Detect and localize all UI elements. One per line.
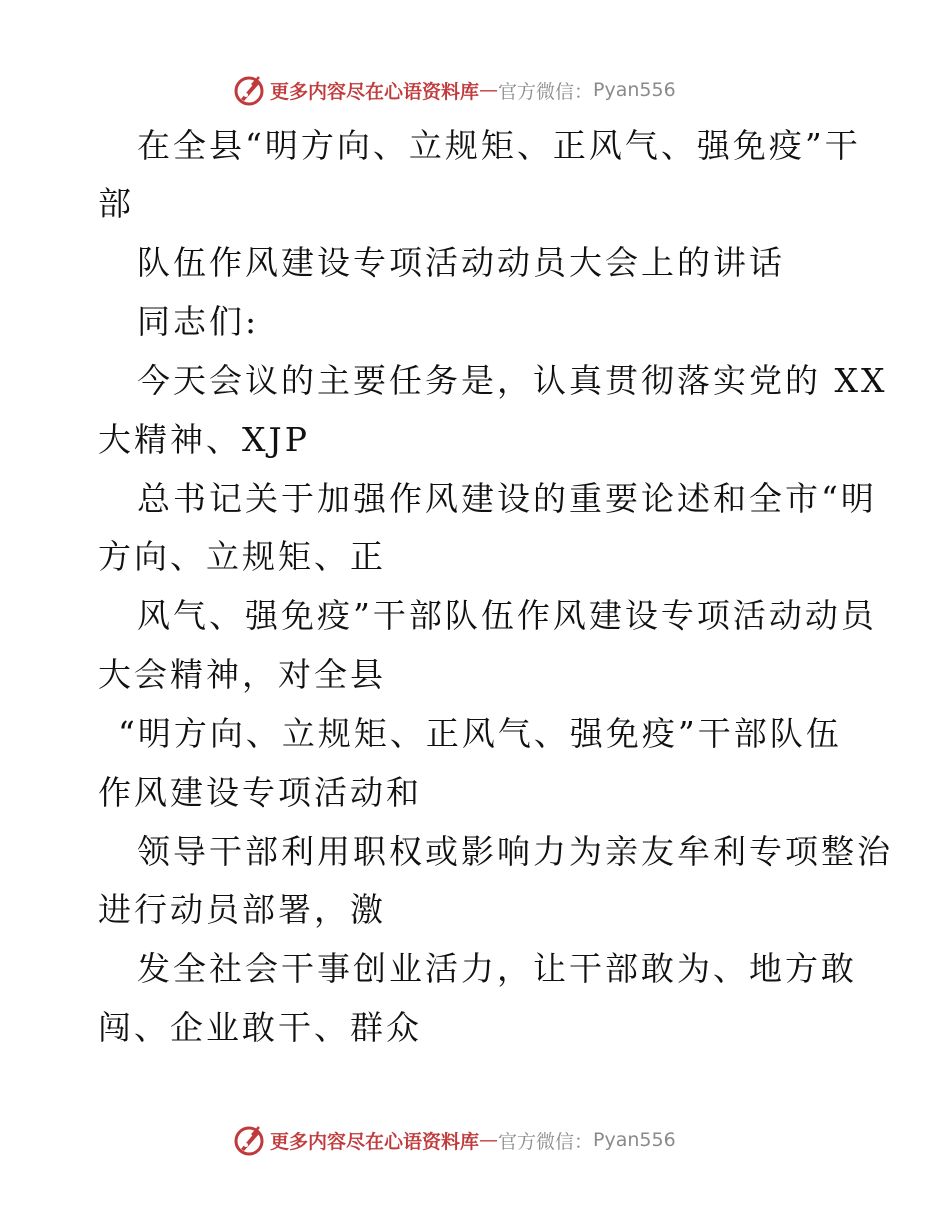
body-line: “明方向、立规矩、正风气、强免疫”干部队伍 bbox=[118, 714, 842, 753]
body-line: 大精神、XJP bbox=[98, 420, 310, 459]
banner-wechat-label: 官方微信： bbox=[498, 1130, 594, 1153]
body-line: 部 bbox=[98, 184, 134, 223]
banner-wechat-id: Pyan556 bbox=[593, 79, 676, 101]
banner-wechat-label: 官方微信： bbox=[498, 80, 594, 103]
body-line: 今天会议的主要任务是，认真贯彻落实党的 XX bbox=[137, 361, 888, 400]
banner-separator: — bbox=[479, 79, 499, 101]
body-line: 方向、立规矩、正 bbox=[98, 537, 386, 576]
body-line: 大会精神，对全县 bbox=[98, 655, 386, 694]
body-line: 领导干部利用职权或影响力为亲友牟利专项整治 bbox=[137, 832, 893, 871]
quill-logo-icon bbox=[232, 1123, 266, 1157]
footer-banner bbox=[232, 1120, 676, 1160]
body-line: 队伍作风建设专项活动动员大会上的讲话 bbox=[137, 243, 785, 282]
banner-separator: — bbox=[479, 1129, 499, 1151]
body-line: 作风建设专项活动和 bbox=[98, 773, 422, 812]
body-line: 发全社会干事创业活力，让干部敢为、地方敢 bbox=[137, 949, 857, 988]
body-line: 总书记关于加强作风建设的重要论述和全市“明 bbox=[137, 479, 877, 518]
body-line: 在全县“明方向、立规矩、正风气、强免疫”干 bbox=[137, 126, 861, 165]
banner-site-name: 更多内容尽在心语资料库 bbox=[270, 1130, 480, 1153]
quill-logo-icon bbox=[232, 73, 266, 107]
banner-site-name: 更多内容尽在心语资料库 bbox=[270, 80, 480, 103]
header-banner bbox=[232, 70, 676, 110]
body-line: 同志们: bbox=[137, 302, 260, 341]
banner-wechat-id: Pyan556 bbox=[593, 1129, 676, 1151]
body-line: 风气、强免疫”干部队伍作风建设专项活动动员 bbox=[137, 596, 877, 635]
body-line: 进行动员部署，激 bbox=[98, 890, 386, 929]
body-line: 闯、企业敢干、群众 bbox=[98, 1008, 422, 1047]
